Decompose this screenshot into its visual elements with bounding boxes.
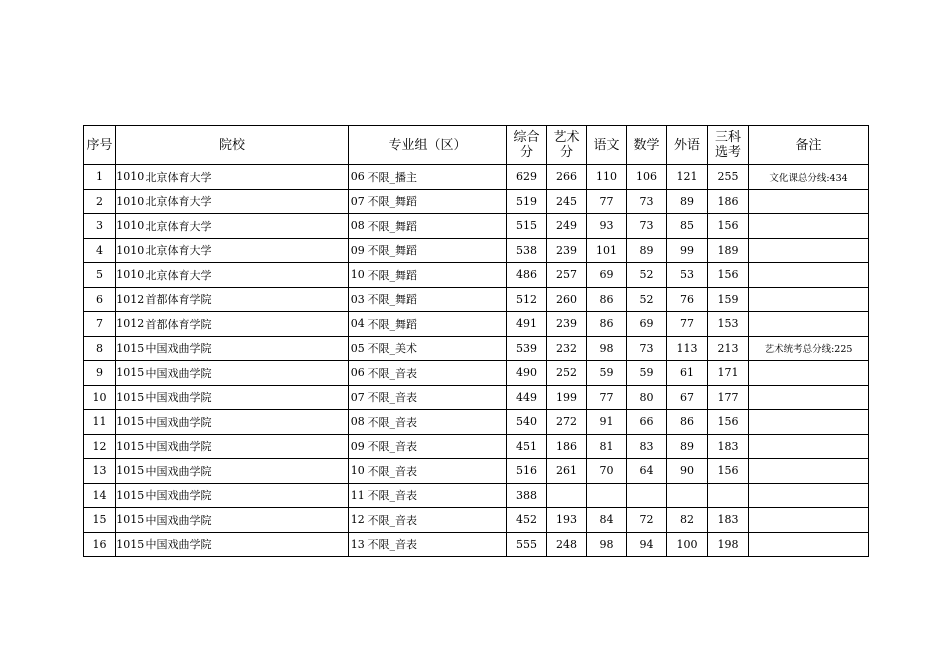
cell-school-code: 1015	[116, 410, 145, 435]
cell-school-code: 1010	[116, 238, 145, 263]
cell-math: 80	[627, 385, 667, 410]
cell-total: 452	[507, 508, 547, 533]
cell-group-code: 09	[349, 434, 367, 459]
cell-group-name: 不限_舞蹈	[367, 312, 507, 337]
cell-group-name: 不限_音表	[367, 361, 507, 386]
cell-total: 491	[507, 312, 547, 337]
header-total-line2: 分	[520, 145, 534, 160]
header-seq: 序号	[84, 126, 116, 165]
cell-three: 153	[708, 312, 749, 337]
cell-foreign: 86	[667, 410, 708, 435]
cell-foreign: 121	[667, 165, 708, 190]
cell-total: 519	[507, 189, 547, 214]
cell-chinese: 101	[587, 238, 627, 263]
cell-school-name: 中国戏曲学院	[145, 483, 349, 508]
cell-school-code: 1010	[116, 263, 145, 288]
header-group: 专业组（区）	[349, 126, 507, 165]
cell-group-name: 不限_音表	[367, 508, 507, 533]
cell-math: 94	[627, 532, 667, 557]
cell-seq: 11	[84, 410, 116, 435]
cell-note	[749, 385, 869, 410]
cell-chinese: 70	[587, 459, 627, 484]
cell-three	[708, 483, 749, 508]
cell-seq: 3	[84, 214, 116, 239]
cell-school-code: 1010	[116, 189, 145, 214]
cell-art: 257	[547, 263, 587, 288]
cell-foreign: 67	[667, 385, 708, 410]
cell-note	[749, 238, 869, 263]
cell-three: 213	[708, 336, 749, 361]
cell-group-name: 不限_音表	[367, 410, 507, 435]
score-table	[83, 125, 869, 557]
header-math: 数学	[627, 126, 667, 165]
table-row	[84, 385, 869, 410]
cell-school-code: 1015	[116, 483, 145, 508]
table-row	[84, 189, 869, 214]
cell-total: 516	[507, 459, 547, 484]
cell-school-code: 1015	[116, 336, 145, 361]
cell-seq: 16	[84, 532, 116, 557]
cell-art: 261	[547, 459, 587, 484]
header-art	[547, 126, 587, 165]
cell-chinese: 77	[587, 385, 627, 410]
cell-math: 59	[627, 361, 667, 386]
cell-math: 73	[627, 189, 667, 214]
table-row	[84, 483, 869, 508]
cell-art: 252	[547, 361, 587, 386]
cell-foreign: 89	[667, 189, 708, 214]
cell-group-name: 不限_舞蹈	[367, 189, 507, 214]
cell-group-code: 08	[349, 410, 367, 435]
cell-group-code: 06	[349, 165, 367, 190]
cell-total: 539	[507, 336, 547, 361]
cell-group-name: 不限_舞蹈	[367, 263, 507, 288]
cell-seq: 5	[84, 263, 116, 288]
cell-school-name: 北京体育大学	[145, 238, 349, 263]
cell-art: 232	[547, 336, 587, 361]
cell-seq: 6	[84, 287, 116, 312]
cell-three: 156	[708, 263, 749, 288]
cell-school-name: 北京体育大学	[145, 189, 349, 214]
cell-group-code: 06	[349, 361, 367, 386]
cell-chinese: 98	[587, 336, 627, 361]
cell-school-code: 1010	[116, 214, 145, 239]
cell-math: 73	[627, 336, 667, 361]
cell-foreign: 113	[667, 336, 708, 361]
header-total-line1: 综合	[513, 130, 540, 145]
cell-art: 248	[547, 532, 587, 557]
cell-seq: 1	[84, 165, 116, 190]
cell-seq: 14	[84, 483, 116, 508]
header-art-line1: 艺术	[553, 130, 580, 145]
cell-school-name: 北京体育大学	[145, 214, 349, 239]
cell-group-name: 不限_播主	[367, 165, 507, 190]
table-row	[84, 238, 869, 263]
cell-note: 文化课总分线:434	[749, 165, 869, 190]
cell-art: 193	[547, 508, 587, 533]
cell-art: 186	[547, 434, 587, 459]
cell-three: 171	[708, 361, 749, 386]
cell-seq: 2	[84, 189, 116, 214]
cell-group-name: 不限_音表	[367, 385, 507, 410]
cell-note	[749, 483, 869, 508]
cell-total: 540	[507, 410, 547, 435]
cell-school-name: 首都体育学院	[145, 312, 349, 337]
cell-group-name: 不限_舞蹈	[367, 214, 507, 239]
cell-seq: 4	[84, 238, 116, 263]
cell-group-name: 不限_舞蹈	[367, 287, 507, 312]
cell-chinese	[587, 483, 627, 508]
cell-school-name: 中国戏曲学院	[145, 385, 349, 410]
cell-school-name: 中国戏曲学院	[145, 434, 349, 459]
cell-note	[749, 532, 869, 557]
table-row	[84, 336, 869, 361]
cell-total: 486	[507, 263, 547, 288]
cell-note	[749, 508, 869, 533]
cell-school-code: 1015	[116, 361, 145, 386]
cell-note	[749, 287, 869, 312]
cell-group-code: 10	[349, 263, 367, 288]
cell-total: 555	[507, 532, 547, 557]
header-three-line1: 三科	[715, 130, 742, 145]
cell-chinese: 59	[587, 361, 627, 386]
cell-chinese: 86	[587, 312, 627, 337]
cell-school-name: 中国戏曲学院	[145, 459, 349, 484]
cell-seq: 15	[84, 508, 116, 533]
cell-art: 245	[547, 189, 587, 214]
cell-three: 156	[708, 214, 749, 239]
cell-art: 249	[547, 214, 587, 239]
cell-chinese: 93	[587, 214, 627, 239]
cell-total: 512	[507, 287, 547, 312]
cell-note: 艺术统考总分线:225	[749, 336, 869, 361]
cell-group-code: 03	[349, 287, 367, 312]
cell-group-code: 08	[349, 214, 367, 239]
cell-chinese: 98	[587, 532, 627, 557]
cell-math: 66	[627, 410, 667, 435]
cell-note	[749, 361, 869, 386]
cell-seq: 7	[84, 312, 116, 337]
cell-school-code: 1015	[116, 434, 145, 459]
cell-three: 156	[708, 459, 749, 484]
cell-math: 106	[627, 165, 667, 190]
table-row	[84, 287, 869, 312]
cell-three: 255	[708, 165, 749, 190]
cell-school-code: 1015	[116, 508, 145, 533]
cell-art: 266	[547, 165, 587, 190]
header-chinese: 语文	[587, 126, 627, 165]
cell-seq: 10	[84, 385, 116, 410]
cell-three: 156	[708, 410, 749, 435]
header-three	[708, 126, 749, 165]
header-school: 院校	[116, 126, 349, 165]
cell-group-name: 不限_音表	[367, 434, 507, 459]
header-three-line2: 选考	[715, 145, 742, 160]
cell-group-code: 10	[349, 459, 367, 484]
cell-math: 64	[627, 459, 667, 484]
cell-group-code: 12	[349, 508, 367, 533]
cell-group-code: 11	[349, 483, 367, 508]
cell-foreign: 99	[667, 238, 708, 263]
table-row	[84, 263, 869, 288]
cell-school-name: 中国戏曲学院	[145, 410, 349, 435]
cell-art: 199	[547, 385, 587, 410]
cell-school-code: 1015	[116, 532, 145, 557]
cell-total: 490	[507, 361, 547, 386]
cell-group-code: 13	[349, 532, 367, 557]
cell-total: 451	[507, 434, 547, 459]
cell-note	[749, 410, 869, 435]
cell-three: 183	[708, 434, 749, 459]
cell-math	[627, 483, 667, 508]
header-art-line2: 分	[560, 145, 574, 160]
cell-group-code: 07	[349, 385, 367, 410]
cell-art: 272	[547, 410, 587, 435]
header-row	[84, 126, 869, 165]
cell-math: 72	[627, 508, 667, 533]
cell-group-code: 07	[349, 189, 367, 214]
cell-note	[749, 189, 869, 214]
cell-foreign: 61	[667, 361, 708, 386]
cell-seq: 13	[84, 459, 116, 484]
table-row	[84, 459, 869, 484]
cell-school-code: 1012	[116, 287, 145, 312]
table-row	[84, 214, 869, 239]
cell-chinese: 110	[587, 165, 627, 190]
cell-note	[749, 434, 869, 459]
cell-three: 189	[708, 238, 749, 263]
cell-group-code: 04	[349, 312, 367, 337]
cell-art: 239	[547, 312, 587, 337]
cell-school-code: 1010	[116, 165, 145, 190]
cell-foreign	[667, 483, 708, 508]
cell-group-name: 不限_音表	[367, 459, 507, 484]
cell-school-code: 1012	[116, 312, 145, 337]
cell-school-code: 1015	[116, 459, 145, 484]
cell-group-name: 不限_舞蹈	[367, 238, 507, 263]
table-row	[84, 410, 869, 435]
cell-math: 52	[627, 263, 667, 288]
header-total	[507, 126, 547, 165]
cell-art: 260	[547, 287, 587, 312]
cell-math: 83	[627, 434, 667, 459]
cell-school-name: 北京体育大学	[145, 165, 349, 190]
cell-chinese: 77	[587, 189, 627, 214]
cell-total: 515	[507, 214, 547, 239]
cell-group-code: 09	[349, 238, 367, 263]
cell-school-name: 首都体育学院	[145, 287, 349, 312]
cell-chinese: 86	[587, 287, 627, 312]
table-row	[84, 361, 869, 386]
cell-school-name: 中国戏曲学院	[145, 336, 349, 361]
cell-three: 177	[708, 385, 749, 410]
cell-total: 538	[507, 238, 547, 263]
cell-group-name: 不限_美术	[367, 336, 507, 361]
header-note: 备注	[749, 126, 869, 165]
cell-three: 198	[708, 532, 749, 557]
cell-math: 52	[627, 287, 667, 312]
cell-school-code: 1015	[116, 385, 145, 410]
cell-foreign: 76	[667, 287, 708, 312]
cell-foreign: 77	[667, 312, 708, 337]
cell-seq: 8	[84, 336, 116, 361]
cell-three: 183	[708, 508, 749, 533]
cell-math: 89	[627, 238, 667, 263]
cell-group-name: 不限_音表	[367, 483, 507, 508]
cell-chinese: 91	[587, 410, 627, 435]
cell-chinese: 81	[587, 434, 627, 459]
cell-total: 388	[507, 483, 547, 508]
cell-art: 239	[547, 238, 587, 263]
cell-chinese: 69	[587, 263, 627, 288]
cell-note	[749, 263, 869, 288]
header-foreign: 外语	[667, 126, 708, 165]
cell-school-name: 中国戏曲学院	[145, 361, 349, 386]
cell-school-name: 北京体育大学	[145, 263, 349, 288]
cell-note	[749, 312, 869, 337]
cell-school-name: 中国戏曲学院	[145, 532, 349, 557]
cell-group-code: 05	[349, 336, 367, 361]
cell-foreign: 100	[667, 532, 708, 557]
cell-art	[547, 483, 587, 508]
cell-note	[749, 459, 869, 484]
table-row	[84, 312, 869, 337]
cell-foreign: 89	[667, 434, 708, 459]
cell-foreign: 90	[667, 459, 708, 484]
cell-seq: 12	[84, 434, 116, 459]
cell-math: 73	[627, 214, 667, 239]
table-row	[84, 532, 869, 557]
cell-total: 629	[507, 165, 547, 190]
cell-foreign: 82	[667, 508, 708, 533]
table-row	[84, 434, 869, 459]
cell-note	[749, 214, 869, 239]
table-row	[84, 508, 869, 533]
cell-foreign: 85	[667, 214, 708, 239]
cell-school-name: 中国戏曲学院	[145, 508, 349, 533]
cell-seq: 9	[84, 361, 116, 386]
cell-group-name: 不限_音表	[367, 532, 507, 557]
cell-total: 449	[507, 385, 547, 410]
cell-chinese: 84	[587, 508, 627, 533]
cell-three: 159	[708, 287, 749, 312]
table-row	[84, 165, 869, 190]
cell-math: 69	[627, 312, 667, 337]
cell-three: 186	[708, 189, 749, 214]
cell-foreign: 53	[667, 263, 708, 288]
